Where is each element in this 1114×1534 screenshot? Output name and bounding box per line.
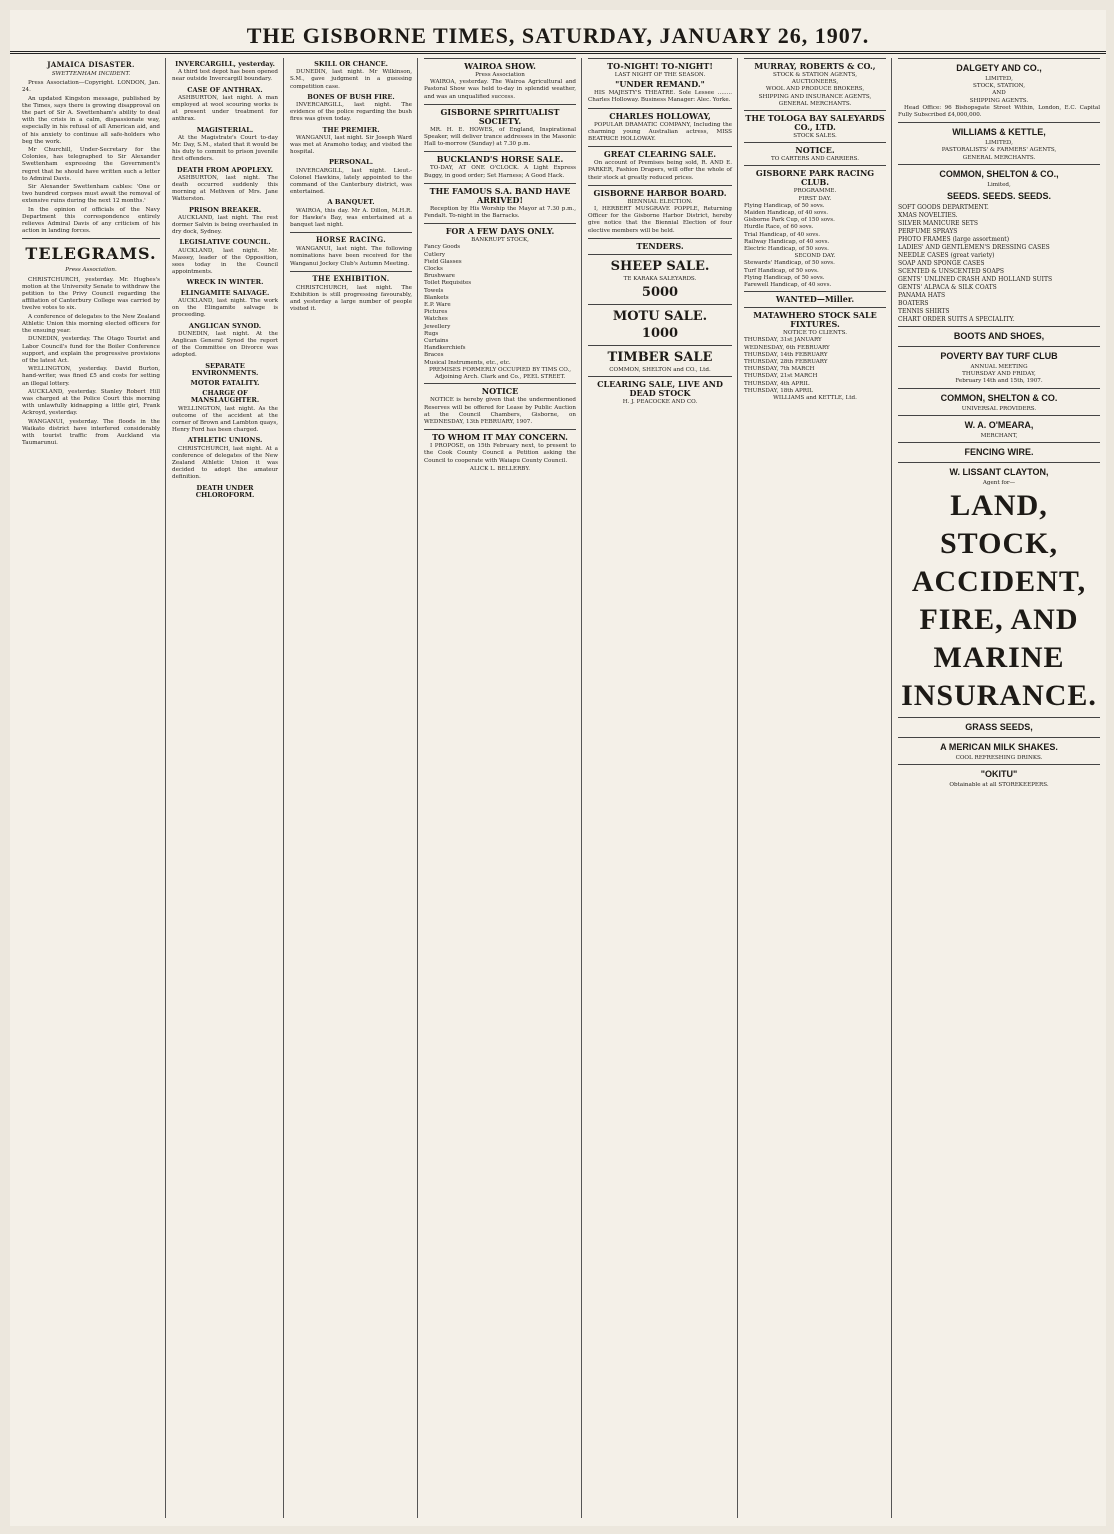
advertisement xyxy=(424,223,576,383)
ad-banner: SEEDS. SEEDS. SEEDS. xyxy=(946,191,1052,202)
column-rule xyxy=(417,58,418,1518)
ad-line: SHIPPING AGENTS. xyxy=(969,97,1029,104)
ad-subheading: Limited, xyxy=(987,181,1011,188)
ad-giant-line: MARINE xyxy=(933,641,1065,675)
column-7 xyxy=(894,58,1104,1518)
advertisement xyxy=(898,462,1100,717)
fixture-line: THURSDAY, 18th APRIL xyxy=(744,387,813,394)
list-item: Clocks xyxy=(424,266,443,273)
advertisement xyxy=(898,764,1100,791)
column-rule xyxy=(737,58,738,1518)
advertisement xyxy=(898,164,1100,326)
story-paragraph: Press Association—Copyright. LONDON, Jan. 24. xyxy=(22,80,160,94)
list-item: Field Glasses xyxy=(424,258,462,265)
ad-text: WAIROA, yesterday. The Wairoa Agricultural and Pastoral Show was held to-day in splendid weather, and was an unqualified success. xyxy=(424,79,576,100)
advertisement xyxy=(744,307,886,404)
ad-subheading: BANKRUPT STOCK, xyxy=(471,237,529,244)
column-1 xyxy=(18,58,164,1518)
ad-giant-line: INSURANCE. xyxy=(901,679,1097,713)
advertisement xyxy=(588,304,732,345)
ad-heading: GRASS SEEDS, xyxy=(965,722,1033,733)
story-heading: INVERCARGILL, yesterday. xyxy=(175,60,275,68)
story-heading: WRECK IN WINTER. xyxy=(186,278,264,287)
advertisement xyxy=(744,142,886,165)
story-paragraph: WELLINGTON, yesterday. David Burton, hand-writer, was fined £5 and costs for setting an illegal lottery. xyxy=(22,366,160,387)
ad-heading: GISBORNE PARK RACING CLUB. xyxy=(755,168,875,188)
story-paragraph: AUCKLAND, last night. The rest dormer Salvin is being overhauled in dry dock, Sydney. xyxy=(172,214,278,236)
story-paragraph: CHRISTCHURCH, last night. At a conference of delegates of the New Zealand Athletic Union it was decided to adopt the amateur definition. xyxy=(172,445,278,481)
story-paragraph: An updated Kingston message, published by the Times, says there is growing disapproval on the part of Sir A. Swettenham's ability to deal with the crisis in a calm, dispassionate way, especially in his refusal of all American aid, and of his anxiety to continue all safe-holders who beg the work. xyxy=(22,95,160,145)
ad-subheading: LIMITED, xyxy=(985,140,1013,147)
advertisement xyxy=(898,326,1100,346)
list-item: Fancy Goods xyxy=(424,244,461,251)
ad-subheading: TE KARAKA SALEYARDS. xyxy=(623,275,697,282)
story-paragraph: WANGANUI, last night. The following nominations have been received for the Wanganui Jockey Club's Autumn Meeting. xyxy=(290,246,412,267)
advertisement xyxy=(898,122,1100,164)
advertisement xyxy=(898,415,1100,442)
ad-subheading: STOCK SALES. xyxy=(793,133,837,140)
fixture-line: WEDNESDAY, 6th FEBRUARY xyxy=(744,344,830,351)
column-5 xyxy=(584,58,736,1518)
story-paragraph: A conference of delegates to the New Zealand Athletic Union this morning elected officers for the ensuing year. xyxy=(22,313,160,335)
ad-text: On account of Premises being sold, R. AND E. PARKER, Fashion Drapers, will offer the whole of their stock at greatly reduced prices. xyxy=(588,160,732,181)
programme-line: Stewards' Handicap, of 50 sovs. xyxy=(744,260,835,267)
programme-line: Flying Handicap, of 50 sovs. xyxy=(744,274,825,281)
story-paragraph: ASHBURTON, last night. A man employed at wool scouring works is at present under treatment for anthrax. xyxy=(172,94,278,123)
programme-line: Farewell Handicap, of 40 sovs. xyxy=(744,282,832,289)
ad-heading: GISBORNE HARBOR BOARD. xyxy=(593,187,727,198)
list-item: Musical Instruments, etc., etc. xyxy=(424,359,511,366)
ad-subheading: COOL REFRESHING DRINKS. xyxy=(955,755,1043,762)
divider xyxy=(290,232,412,233)
ad-heading: DALGETY AND CO., xyxy=(956,63,1042,73)
column-3 xyxy=(286,58,416,1518)
advertisement xyxy=(744,165,886,291)
story-title: HORSE RACING. xyxy=(316,235,386,245)
advertisement xyxy=(898,388,1100,415)
advertisement xyxy=(898,58,1100,122)
ad-subheading: LIMITED, xyxy=(985,76,1013,82)
advertisement xyxy=(744,291,886,307)
story-paragraph: CHRISTCHURCH, last night. The Exhibition is still progressing favourably, and yesterday a large number of people visited it. xyxy=(290,284,412,313)
column-4 xyxy=(420,58,580,1518)
story-paragraph: AUCKLAND, last night. Mr. Massey, leader of the Opposition, sees today in the Council appointments. xyxy=(172,247,278,276)
list-item: PERFUME SPRAYS xyxy=(898,228,958,236)
story-heading: DEATH FROM APOPLEXY. xyxy=(176,165,274,174)
ad-subheading: Obtainable at all STOREKEEPERS. xyxy=(949,782,1049,789)
story-paragraph: Sir Alexander Swettenham cables: 'One or two hundred corpses must await the removal of extensive ruins during the next 12 months.' xyxy=(22,184,160,205)
ad-giant-line: LAND, xyxy=(950,489,1048,523)
advertisement xyxy=(588,254,732,304)
advertisement xyxy=(424,104,576,152)
story-heading: CHARGE OF MANSLAUGHTER. xyxy=(190,389,260,405)
list-item: CHART ORDER SUITS A SPECIALITY. xyxy=(898,316,1015,324)
newspaper-page xyxy=(10,10,1106,1526)
ad-heading: COMMON, SHELTON & CO. xyxy=(940,392,1058,403)
ad-giant-line: ACCIDENT, xyxy=(911,565,1087,599)
list-item: Braces xyxy=(424,352,444,359)
column-rule xyxy=(581,58,582,1518)
fixture-line: THURSDAY, 4th APRIL xyxy=(744,380,810,387)
ad-line: February 14th and 15th, 1907. xyxy=(955,378,1043,385)
ad-subheading: COMMON, SHELTON and CO., Ltd. xyxy=(609,367,711,374)
ad-heading: TIMBER SALE xyxy=(607,350,713,366)
advertisement xyxy=(424,151,576,182)
story-paragraph: INVERCARGILL, last night. Lieut.-Colonel Hawkins, lately appointed to the command of the Canterbury district, was entertained. xyxy=(290,167,412,196)
story-paragraph: ASHBURTON, last night. The death occurred suddenly this morning at Methven of Mrs. Jane Watterston. xyxy=(172,174,278,203)
story-paragraph: DUNEDIN, last night. Mr Wilkinson, S.M., gave judgment in a guessing competition case. xyxy=(290,69,412,90)
column-6 xyxy=(740,58,890,1518)
programme-line: Gisborne Park Cup, of 150 sovs. xyxy=(744,217,835,224)
story-paragraph: AUCKLAND, last night. The work on the Elingamite salvage is proceeding. xyxy=(172,297,278,319)
advertisement xyxy=(588,345,732,376)
ad-heading: SHEEP SALE. xyxy=(610,258,710,274)
list-item: GENTS' UNLINED CRASH AND HOLLAND SUITS xyxy=(898,276,1053,284)
list-item: Towels xyxy=(424,287,444,294)
column-rule xyxy=(165,58,166,1518)
list-item: SILVER MANICURE SETS xyxy=(898,220,979,228)
ad-heading: "OKITU" xyxy=(980,769,1018,780)
fixture-line: THURSDAY, 14th FEBRUARY xyxy=(744,351,828,358)
programme-line: Hurdle Race, of 60 sovs. xyxy=(744,224,814,231)
programme-line: Electric Handicap, of 50 sovs. xyxy=(744,246,829,253)
masthead xyxy=(10,20,1106,54)
ad-subheading: UNIVERSAL PROVIDERS. xyxy=(961,405,1037,412)
advertisement xyxy=(898,346,1100,388)
ad-number: 1000 xyxy=(641,326,679,342)
story-heading: PERSONAL. xyxy=(328,158,374,167)
list-item: E.P. Ware xyxy=(424,302,451,309)
story-heading: DEATH UNDER CHLOROFORM. xyxy=(195,483,255,499)
ad-heading: GREAT CLEARING SALE. xyxy=(603,149,717,160)
list-item: PHOTO FRAMES (large assortment) xyxy=(898,236,1010,244)
ad-line: AND xyxy=(992,90,1006,97)
column-rule xyxy=(891,58,892,1518)
ad-heading: THE TOLOGA BAY SALEYARDS CO., LTD. xyxy=(745,113,885,133)
story-heading: THE PREMIER. xyxy=(322,125,380,134)
item-list xyxy=(424,244,576,366)
ad-giant-line: FIRE, AND xyxy=(919,603,1079,637)
ad-heading: WANTED—Miller. xyxy=(775,294,855,305)
ad-heading: W. LISSANT CLAYTON, xyxy=(949,467,1049,478)
advertisement xyxy=(744,110,886,142)
advertisement xyxy=(898,442,1100,462)
advertisement xyxy=(588,146,732,185)
story-heading: LEGISLATIVE COUNCIL. xyxy=(179,238,271,247)
list-item: Blankets xyxy=(424,294,449,301)
list-item: BOATERS xyxy=(898,300,929,308)
list-item: Handkerchiefs xyxy=(424,345,466,352)
story-heading: ANGLICAN SYNOD. xyxy=(188,321,262,330)
advertisement xyxy=(898,737,1100,764)
story-paragraph: DUNEDIN, yesterday. The Otago Tourist and Labor Council's fund for the Boiler Conference support, and explain the progressive provisions of the latest Act. xyxy=(22,336,160,364)
ad-text: NOTICE is hereby given that the undermentioned Reserves will be offered for Lease by Public Auction at the Council Chambers, Gisborne, on WEDNESDAY, 13th FEBRUARY, 1907. xyxy=(424,397,576,425)
advertisement xyxy=(588,108,732,147)
ad-subheading: Agent for— xyxy=(982,480,1016,487)
list-item: Pictures xyxy=(424,309,448,316)
story-paragraph: In the opinion of officials of the Navy Department this correspondence entirely relieves Admiral Davis of any criticism of his action in landing forces. xyxy=(22,206,160,235)
ad-heading: TO-NIGHT! TO-NIGHT! xyxy=(607,61,713,71)
ad-heading: NOTICE. xyxy=(795,145,835,156)
ad-text: Reception by His Worship the Mayor at 7.30 p.m., Fendalt. To-night in the Barracks. xyxy=(424,205,576,220)
ad-text: HIS MAJESTY'S THEATRE. Sole Lessee ........ Charles Holloway. Business Manager: Alec. Yorke. xyxy=(588,90,732,104)
ad-heading: W. A. O'MEARA, xyxy=(964,419,1034,430)
fixture-line: THURSDAY, 21st MARCH xyxy=(744,373,818,380)
advertisement xyxy=(744,58,886,110)
ad-heading: THE FAMOUS S.A. BAND HAVE ARRIVED! xyxy=(429,185,571,205)
ad-heading: TO WHOM IT MAY CONCERN. xyxy=(432,432,568,443)
story-title: JAMAICA DISASTER. xyxy=(47,60,135,69)
ad-heading: FENCING WIRE. xyxy=(964,447,1034,458)
ad-number: 5000 xyxy=(641,285,679,301)
ad-line: SHIPPING AND INSURANCE AGENTS, xyxy=(758,93,872,100)
ad-heading: BOOTS AND SHOES, xyxy=(953,331,1045,342)
section-heading: TELEGRAMS. xyxy=(25,244,157,264)
story-paragraph: WAIROA, this day. Mr A. Dillon, M.H.R. for Hawke's Bay, was entertained at a banquet last night. xyxy=(290,207,412,229)
list-item: Cutlery xyxy=(424,251,446,258)
story-heading: MOTOR FATALITY. xyxy=(190,378,260,387)
list-item: SCENTED & UNSCENTED SOAPS xyxy=(898,268,1004,276)
ad-text: I PROPOSE, on 15th February next, to present to the Cook County Council a Petition asking the Council to cooperate with Waiapu County Council. xyxy=(424,443,576,464)
list-item: GENTS' ALPACA & SILK COATS xyxy=(898,284,997,292)
column-2 xyxy=(168,58,282,1518)
ad-line: THURSDAY AND FRIDAY, xyxy=(962,371,1036,378)
story-paragraph: WANGANUI, last night. Sir Joseph Ward was met at Aramoho today, and visited the hospital. xyxy=(290,134,412,156)
ad-text: POPULAR DRAMATIC COMPANY, Including the charming young Australian actress, MISS BEATRICE HOLLOWAY. xyxy=(588,121,732,143)
divider xyxy=(290,271,412,272)
advertisement xyxy=(424,429,576,475)
advertisement xyxy=(588,238,732,254)
programme-line: Railway Handicap, of 40 sovs. xyxy=(744,238,830,245)
fixture-line: THURSDAY, 31st JANUARY xyxy=(744,337,822,344)
ad-line: AUCTIONEERS, xyxy=(791,79,839,86)
list-item: TENNIS SHIRTS xyxy=(898,308,950,316)
story-title: THE EXHIBITION. xyxy=(312,273,390,283)
ad-subheading: ANNUAL MEETING xyxy=(970,364,1028,371)
story-heading: SEPARATE ENVIRONMENTS. xyxy=(191,361,259,377)
ad-heading: MATAWHERO STOCK SALE FIXTURES. xyxy=(753,310,877,330)
story-heading: BONES OF BUSH FIRE. xyxy=(307,92,395,101)
list-item: Brushware xyxy=(424,273,455,280)
advertisement xyxy=(588,58,732,108)
advertisement xyxy=(424,383,576,429)
story-heading: PRISON BREAKER. xyxy=(188,205,262,214)
story-paragraph: WANGANUI, yesterday. The floods in the Waikato district have interfered considerably with tourist traffic from Auckland via Taumarunui. xyxy=(22,418,160,447)
ad-heading: WAIROA SHOW. xyxy=(464,61,536,71)
ad-heading: CLEARING SALE, LIVE AND DEAD STOCK xyxy=(597,379,723,399)
advertisement xyxy=(588,185,732,238)
ad-heading: WILLIAMS & KETTLE, xyxy=(952,127,1046,138)
ad-signature: ALICK L. BELLERBY. xyxy=(469,465,531,472)
ad-text: TO-DAY, AT ONE O'CLOCK. A Light Express Buggy, in good order; Set Harness; A Good Hack. xyxy=(424,165,576,179)
ad-heading: MOTU SALE. xyxy=(612,309,708,325)
programme-line: Turf Handicap, of 50 sovs. xyxy=(744,267,819,274)
story-paragraph: AUCKLAND, yesterday. Stanley Robert Hill was charged at the Police Court this morning with unlawfully kidnapping a little girl, Frank Ackroyd, yesterday. xyxy=(22,388,160,417)
fixture-line: THURSDAY, 7th MARCH xyxy=(744,366,815,373)
list-item: SOAP AND SPONGE CASES xyxy=(898,260,985,268)
ad-signature: H. J. PEACOCKE AND CO. xyxy=(622,399,698,406)
ad-heading: NOTICE xyxy=(481,386,519,397)
programme-line: Trial Handicap, of 40 sovs. xyxy=(744,231,821,238)
ad-line: PASTORALISTS' & FARMERS' AGENTS, xyxy=(941,147,1057,154)
story-heading: CASE OF ANTHRAX. xyxy=(187,85,263,94)
ad-heading: MURRAY, ROBERTS & CO., xyxy=(754,61,876,71)
ad-subheading: MERCHANT, xyxy=(980,432,1018,439)
story-paragraph: A third test depot has been opened near outside Invercargill boundary. xyxy=(172,69,278,83)
ad-heading: A MERICAN MILK SHAKES. xyxy=(940,742,1058,753)
advertisement xyxy=(424,183,576,223)
column-rule xyxy=(283,58,284,1518)
ad-heading: COMMON, SHELTON & CO., xyxy=(939,168,1059,179)
list-item: Curtains xyxy=(424,338,449,345)
list-item: LADIES' AND GENTLEMEN'S DRESSING CASES xyxy=(898,244,1050,252)
list-item: Watches xyxy=(424,316,448,323)
list-item: XMAS NOVELTIES. xyxy=(898,212,958,220)
ad-text: I, HERBERT MUSGRAVE POPPLE, Returning Officer for the Gisborne Harbor District, hereby give notice that the Biennial Election of four elective members will be held. xyxy=(588,206,732,234)
ad-line: STOCK & STATION AGENTS, xyxy=(773,72,857,78)
ad-title: "UNDER REMAND." xyxy=(615,79,705,90)
ad-heading: FOR A FEW DAYS ONLY. xyxy=(445,226,555,237)
ad-subheading: TO CARTERS AND CARRIERS. xyxy=(770,156,860,163)
masthead-title: THE GISBORNE TIMES, SATURDAY, JANUARY 26, 1907. xyxy=(246,23,870,48)
programme-line: SECOND DAY. xyxy=(794,253,836,260)
list-item: Jewellery xyxy=(424,323,451,330)
list-item: Rugs xyxy=(424,330,439,337)
ad-signature: WILLIAMS and KETTLE, Ltd. xyxy=(773,395,857,402)
story-heading: SKILL OR CHANCE. xyxy=(314,60,388,68)
story-heading: ATHLETIC UNIONS. xyxy=(187,436,263,445)
ad-line: STOCK, STATION, xyxy=(973,83,1025,90)
fixture-line: THURSDAY, 28th FEBRUARY xyxy=(744,359,828,366)
advertisement xyxy=(588,376,732,408)
ad-footer: PREMISES FORMERLY OCCUPIED BY TIMS CO., Adjoining Arch. Clark and Co., PEEL STREET. xyxy=(428,366,572,381)
story-paragraph: At the Magistrate's Court to-day Mr. Day, S.M., stated that it would be his duty to commit to prison juvenile first offenders. xyxy=(172,134,278,163)
story-subtitle: Press Association. xyxy=(65,267,117,274)
advertisement xyxy=(898,717,1100,737)
ad-subheading: BIENNIAL ELECTION. xyxy=(627,198,693,205)
divider xyxy=(22,238,160,239)
story-paragraph: Mr Churchill, Under-Secretary for the Colonies, has telegraphed to Sir Alexander Swettenham expressing the Government's regret that he should have written such a letter to Admiral Davis. xyxy=(22,147,160,182)
story-heading: A BANQUET. xyxy=(327,198,375,207)
ad-text: Head Office: 96 Bishopsgate Street Within, London, E.C. Capital Fully Subscribed £4,000,000. xyxy=(898,104,1100,119)
story-subtitle: SWETTENHAM INCIDENT. xyxy=(51,71,131,77)
ad-line: WOOL AND PRODUCE BROKERS, xyxy=(765,86,865,93)
list-item: SOFT GOODS DEPARTMENT. xyxy=(898,204,989,212)
ad-line: GENERAL MERCHANTS. xyxy=(962,154,1036,161)
story-heading: MAGISTERIAL. xyxy=(196,125,254,134)
advertisement xyxy=(424,58,576,104)
ad-text: MR. H. E. HOWES, of England, Inspirational Speaker, will deliver trance addresses in the Masonic Hall to-morrow (Sunday) at 7.30 p.m. xyxy=(424,126,576,148)
story-paragraph: WELLINGTON, last night. As the outcome of the accident at the corner of Brown and Lambton quays, Henry Ford has been charged. xyxy=(172,405,278,434)
ad-heading: POVERTY BAY TURF CLUB xyxy=(940,351,1058,362)
story-heading: ELINGAMITE SALVAGE. xyxy=(180,288,270,297)
list-item: Toilet Requisites xyxy=(424,280,472,287)
story-paragraph: CHRISTCHURCH, yesterday. Mr. Hughes's motion at the University Senate to withdraw the petition to the Privy Council regarding the affiliation of Canterbury College was carried by twelve votes to six. xyxy=(22,276,160,312)
ad-subheading: LAST NIGHT OF THE SEASON. xyxy=(614,72,706,78)
ad-giant-line: STOCK, xyxy=(940,527,1058,561)
story-paragraph: DUNEDIN, last night. At the Anglican General Synod the report of the Committee on Divorce was adopted. xyxy=(172,330,278,359)
ad-heading: BUCKLAND'S HORSE SALE. xyxy=(436,154,564,165)
story-paragraph: INVERCARGILL, last night. The evidence of the police regarding the bush fires was given today. xyxy=(290,102,412,123)
list-item: NEEDLE CASES (great variety) xyxy=(898,252,995,260)
ad-heading: TENDERS. xyxy=(636,240,684,251)
ad-subheading: NOTICE TO CLIENTS. xyxy=(783,330,847,337)
ad-heading: GISBORNE SPIRITUALIST SOCIETY. xyxy=(440,106,560,126)
programme-line: FIRST DAY. xyxy=(798,195,832,202)
ad-heading: CHARLES HOLLOWAY, xyxy=(609,110,711,121)
ad-line: GENERAL MERCHANTS. xyxy=(778,100,852,107)
ad-subheading: PROGRAMME. xyxy=(793,188,837,195)
ad-subheading: Press Association xyxy=(475,72,525,78)
programme-line: Maiden Handicap, of 40 sovs. xyxy=(744,210,829,217)
programme-line: Flying Handicap, of 50 sovs. xyxy=(744,202,825,209)
list-item: PANAMA HATS xyxy=(898,292,946,300)
